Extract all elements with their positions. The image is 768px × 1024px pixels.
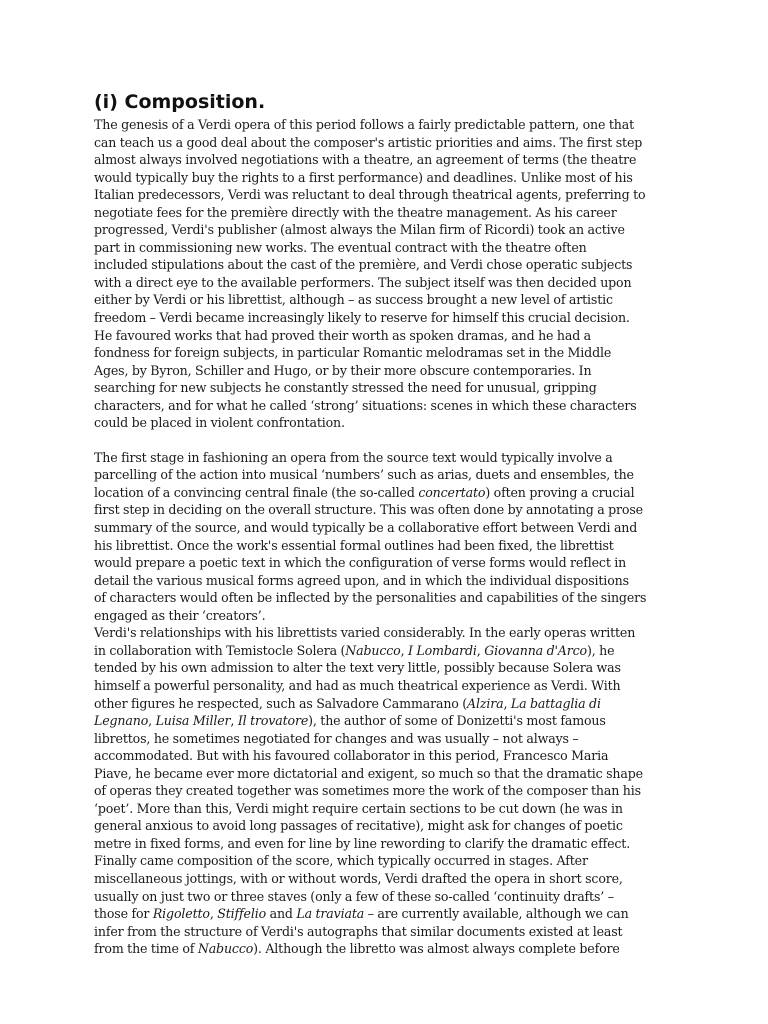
text-line: freedom – Verdi became increasingly likely to reserve for himself this crucial decision. [94, 310, 630, 326]
text-line: Piave, he became ever more dictatorial and exigent, so much so that the dramatic shape [94, 765, 643, 781]
text-line: negotiate fees for the première directly with the theatre management. As his career [94, 204, 617, 220]
text-line: summary of the source, and would typically be a collaborative effort between Verdi and [94, 520, 638, 536]
text-line: Italian predecessors, Verdi was reluctant to deal through theatrical agents, preferring to [94, 187, 646, 203]
text-line: detail the various musical forms agreed upon, and in which the individual dispositions [94, 572, 629, 588]
text-line: tended by his own admission to alter the text very little, possibly because Solera was [94, 660, 621, 676]
text-line [94, 940, 676, 958]
text-line: metre in fixed forms, and even for line by line rewording to clarify the dramatic effect. [94, 835, 631, 851]
text-line: miscellaneous jottings, with or without words, Verdi drafted the opera in short score, [94, 870, 623, 886]
text-run: , [400, 642, 409, 658]
text-run: and [266, 906, 297, 922]
text-line: almost always involved negotiations with a theatre, an agreement of terms (the theatre [94, 152, 637, 168]
opera-title: Luisa Miller [155, 713, 231, 729]
text-line: part in commissioning new works. The eventual contract with the theatre often [94, 239, 587, 255]
text-line: first step in deciding on the overall structure. This was often done by annotating a prose [94, 502, 643, 518]
opera-title: Nabucco [197, 941, 254, 957]
text-run: , [209, 906, 218, 922]
text-run: ) often proving a crucial [485, 484, 635, 500]
text-line [94, 712, 676, 730]
text-line: included stipulations about the cast of the première, and Verdi chose operatic subjects [94, 257, 633, 273]
text-run: those for [94, 906, 153, 922]
opera-title: Legnano [94, 713, 149, 729]
text-line: with a direct eye to the available performers. The subject itself was then decided upon [94, 274, 632, 290]
opera-title: Nabucco [345, 642, 401, 658]
text-run: ). Although the libretto was almost always complete before [253, 941, 620, 957]
text-line: librettos, he sometimes negotiated for changes and was usually – not always – [94, 730, 579, 746]
section-heading: (i) Composition. [94, 91, 266, 113]
text-line: Verdi's relationships with his librettists varied considerably. In the early operas written [94, 625, 636, 641]
text-line: accommodated. But with his favoured collaborator in this period, Francesco Maria [94, 748, 609, 764]
text-run: , [148, 713, 156, 729]
text-run: , [230, 713, 238, 729]
text-run: from the time of [94, 941, 198, 957]
paragraph-librettists [94, 624, 676, 957]
text-line: The first stage in fashioning an opera from the source text would typically involve a [94, 449, 613, 465]
text-line: would typically buy the rights to a first performance) and deadlines. Unlike most of his [94, 169, 633, 185]
text-line: infer from the structure of Verdi's autographs that similar documents existed at least [94, 923, 623, 939]
text-line: ‘poet’. More than this, Verdi might require certain sections to be cut down (he was in [94, 800, 623, 816]
text-line: general anxious to avoid long passages of recitative), might ask for changes of poetic [94, 818, 623, 834]
text-run: in collaboration with Temistocle Solera ( [94, 642, 346, 658]
opera-title: Rigoletto [152, 906, 210, 922]
text-run: other figures he respected, such as Salvadore Cammarano ( [94, 695, 468, 711]
opera-title: La battaglia di [510, 695, 601, 711]
text-line: engaged as their ‘creators’. [94, 607, 266, 623]
text-line: his librettist. Once the work's essential formal outlines had been fixed, the librettist [94, 537, 614, 553]
text-line [94, 642, 676, 660]
paragraph-genesis [94, 116, 676, 432]
text-line: fondness for foreign subjects, in particular Romantic melodramas set in the Middle [94, 345, 612, 361]
text-line: Ages, by Byron, Schiller and Hugo, or by their more obscure contemporaries. In [94, 362, 592, 378]
text-run: ), the author of some of Donizetti's most famous [308, 713, 606, 729]
text-line [94, 905, 676, 923]
text-line: usually on just two or three staves (only a few of these so-called ‘continuity drafts’ – [94, 888, 614, 904]
text-run: , [503, 695, 511, 711]
text-line: The genesis of a Verdi opera of this period follows a fairly predictable pattern, one that [94, 117, 634, 132]
text-line: himself a powerful personality, and had as much theatrical experience as Verdi. With [94, 677, 621, 693]
italic-term: concertato [418, 484, 486, 500]
opera-title: I Lombardi [408, 642, 477, 658]
opera-title: Giovanna d'Arco [484, 642, 587, 658]
paragraph-first-stage [94, 449, 676, 624]
text-run: , [476, 642, 485, 658]
text-line: He favoured works that had proved their worth as spoken dramas, and he had a [94, 327, 592, 343]
text-line: characters, and for what he called ‘strong’ situations: scenes in which these characters [94, 397, 637, 413]
text-line: of operas they created together was sometimes more the work of the composer than his [94, 783, 641, 799]
text-line: could be placed in violent confrontation. [94, 415, 345, 431]
opera-title: La traviata [296, 906, 365, 922]
text-line: Finally came composition of the score, which typically occurred in stages. After [94, 853, 588, 869]
text-line: progressed, Verdi's publisher (almost always the Milan firm of Ricordi) took an active [94, 222, 625, 238]
text-line: searching for new subjects he constantly stressed the need for unusual, gripping [94, 380, 597, 396]
opera-title: Stiffelio [217, 906, 267, 922]
opera-title: Il trovatore [237, 713, 309, 729]
text-run: – are currently available, although we can [364, 906, 629, 922]
opera-title: Alzira [467, 695, 504, 711]
text-line: can teach us a good deal about the composer's artistic priorities and aims. The first step [94, 134, 643, 150]
text-line: would prepare a poetic text in which the configuration of verse forms would reflect in [94, 555, 627, 571]
text-line: either by Verdi or his librettist, although – as success brought a new level of artistic [94, 292, 613, 308]
text-line: of characters would often be inflected by the personalities and capabilities of the singers [94, 590, 647, 606]
text-line [94, 484, 676, 502]
text-line [94, 695, 676, 713]
text-run: ), he [586, 642, 615, 658]
text-run: location of a convincing central finale (the so-called [94, 484, 419, 500]
document-page [94, 90, 676, 958]
text-line: parcelling of the action into musical ‘numbers’ such as arias, duets and ensembles, the [94, 467, 634, 483]
